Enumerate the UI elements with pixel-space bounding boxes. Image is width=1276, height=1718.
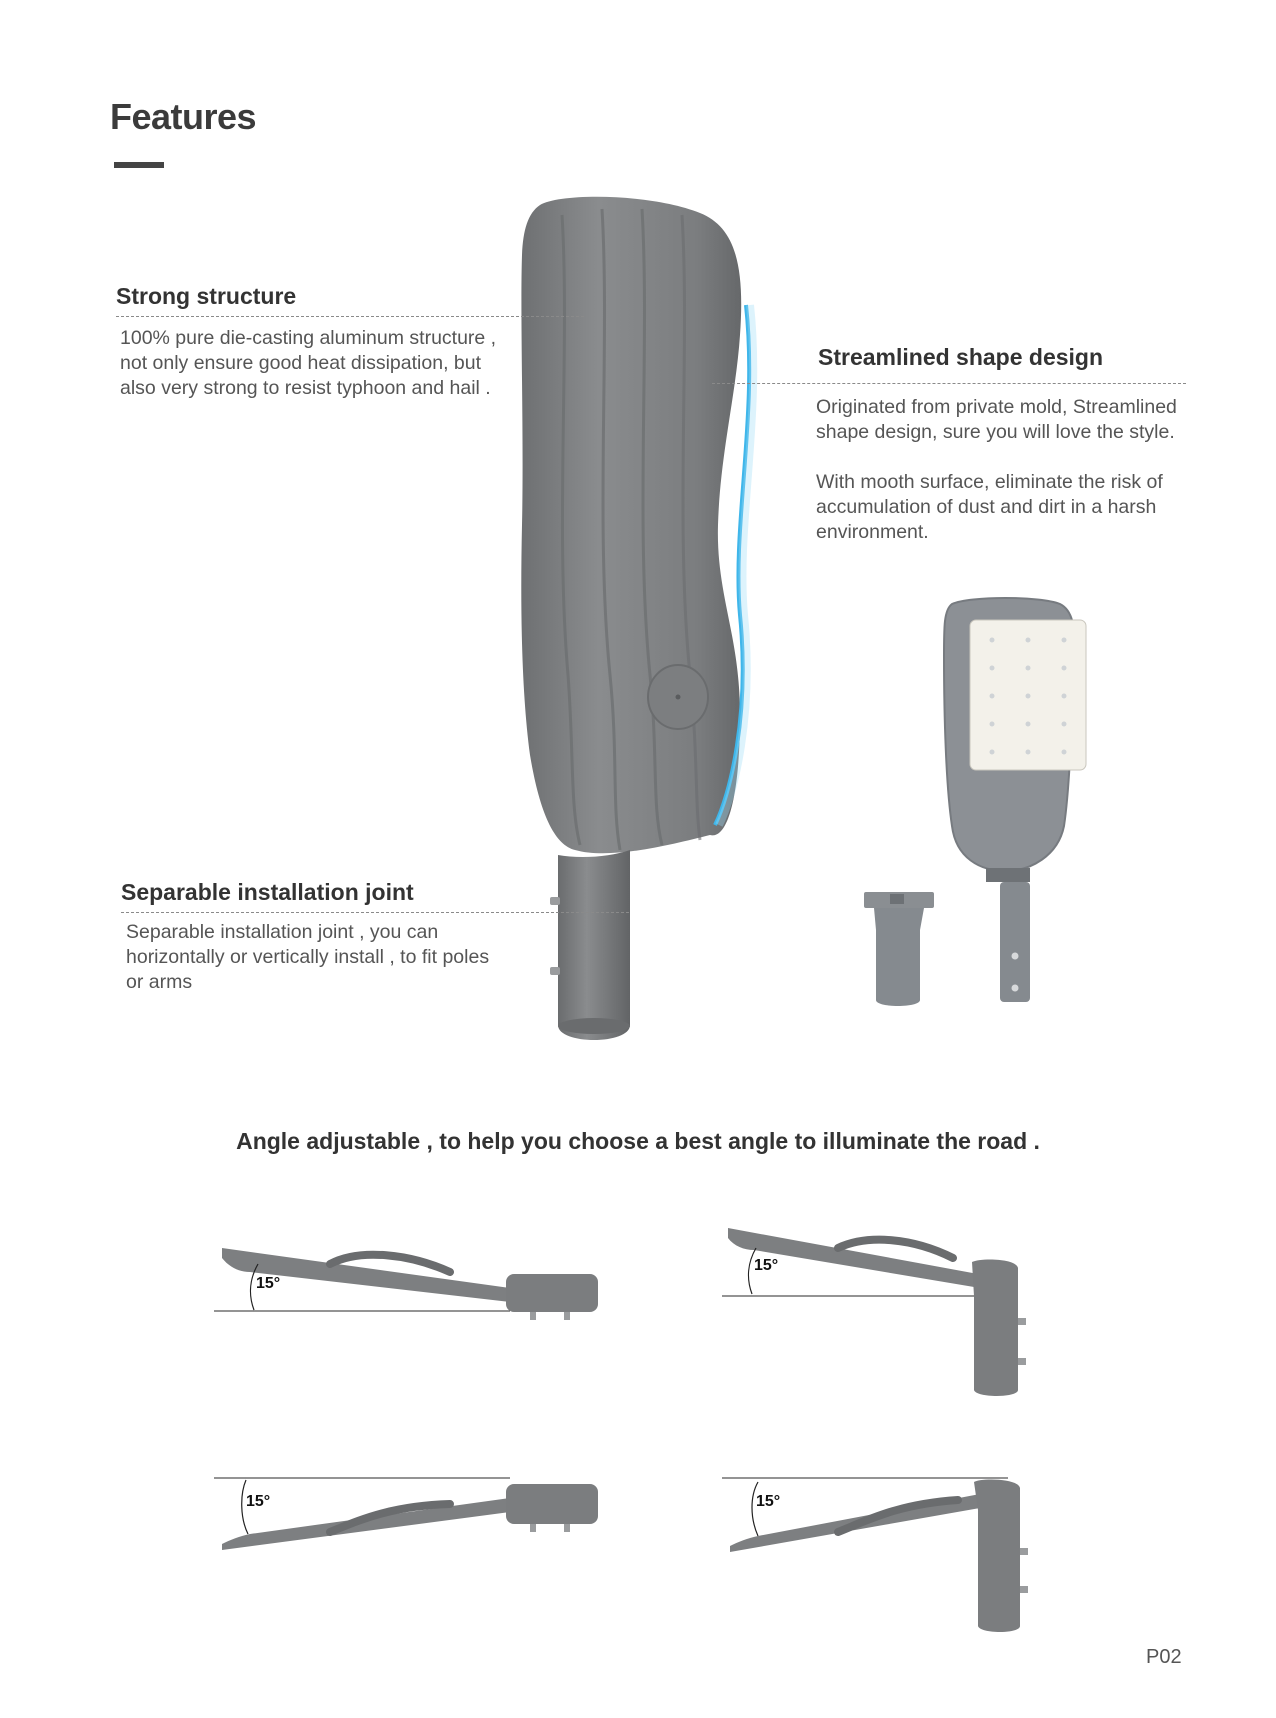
angle-diagram-vertical-down xyxy=(718,1470,1048,1635)
feature-text-streamlined xyxy=(816,395,1216,545)
leader-line-strong-structure xyxy=(116,316,584,317)
feature-heading-streamlined: Streamlined shape design xyxy=(818,344,1104,370)
angle-label: 15° xyxy=(754,1257,779,1274)
feature-line: 100% pure die-casting aluminum structure , xyxy=(120,327,497,349)
page-title: Features xyxy=(110,96,257,137)
feature-heading-strong-structure: Strong structure xyxy=(116,283,297,309)
feature-heading-separable-joint: Separable installation joint xyxy=(121,879,414,905)
feature-line: Separable installation joint , you can xyxy=(126,921,439,943)
feature-text-separable-joint xyxy=(126,920,546,995)
leader-line-separable-joint xyxy=(121,912,629,913)
feature-line: horizontally or vertically install , to fit poles xyxy=(126,946,490,968)
leader-line-streamlined xyxy=(712,383,1186,384)
title-underline xyxy=(114,162,164,168)
feature-line: also very strong to resist typhoon and hail . xyxy=(120,377,491,399)
feature-line: With mooth surface, eliminate the risk of xyxy=(816,471,1163,493)
angle-label: 15° xyxy=(756,1493,781,1510)
feature-text-strong-structure xyxy=(120,326,540,401)
feature-line: shape design, sure you will love the style. xyxy=(816,421,1175,443)
feature-line: or arms xyxy=(126,971,193,993)
angle-label: 15° xyxy=(246,1493,271,1510)
angle-diagram-horizontal-up xyxy=(210,1228,610,1338)
feature-line: accumulation of dust and dirt in a harsh xyxy=(816,496,1157,518)
page-number: P02 xyxy=(1146,1646,1182,1668)
feature-line: Originated from private mold, Streamlined xyxy=(816,396,1177,418)
angle-adjustable-heading: Angle adjustable , to help you choose a best angle to illuminate the road . xyxy=(236,1128,1040,1154)
feature-line: environment. xyxy=(816,521,929,543)
angle-diagram-horizontal-down xyxy=(210,1470,610,1580)
mounting-joint-image xyxy=(860,888,940,1018)
angle-label: 15° xyxy=(256,1275,281,1292)
feature-line: not only ensure good heat dissipation, but xyxy=(120,352,482,374)
angle-diagram-vertical-up xyxy=(718,1218,1048,1398)
